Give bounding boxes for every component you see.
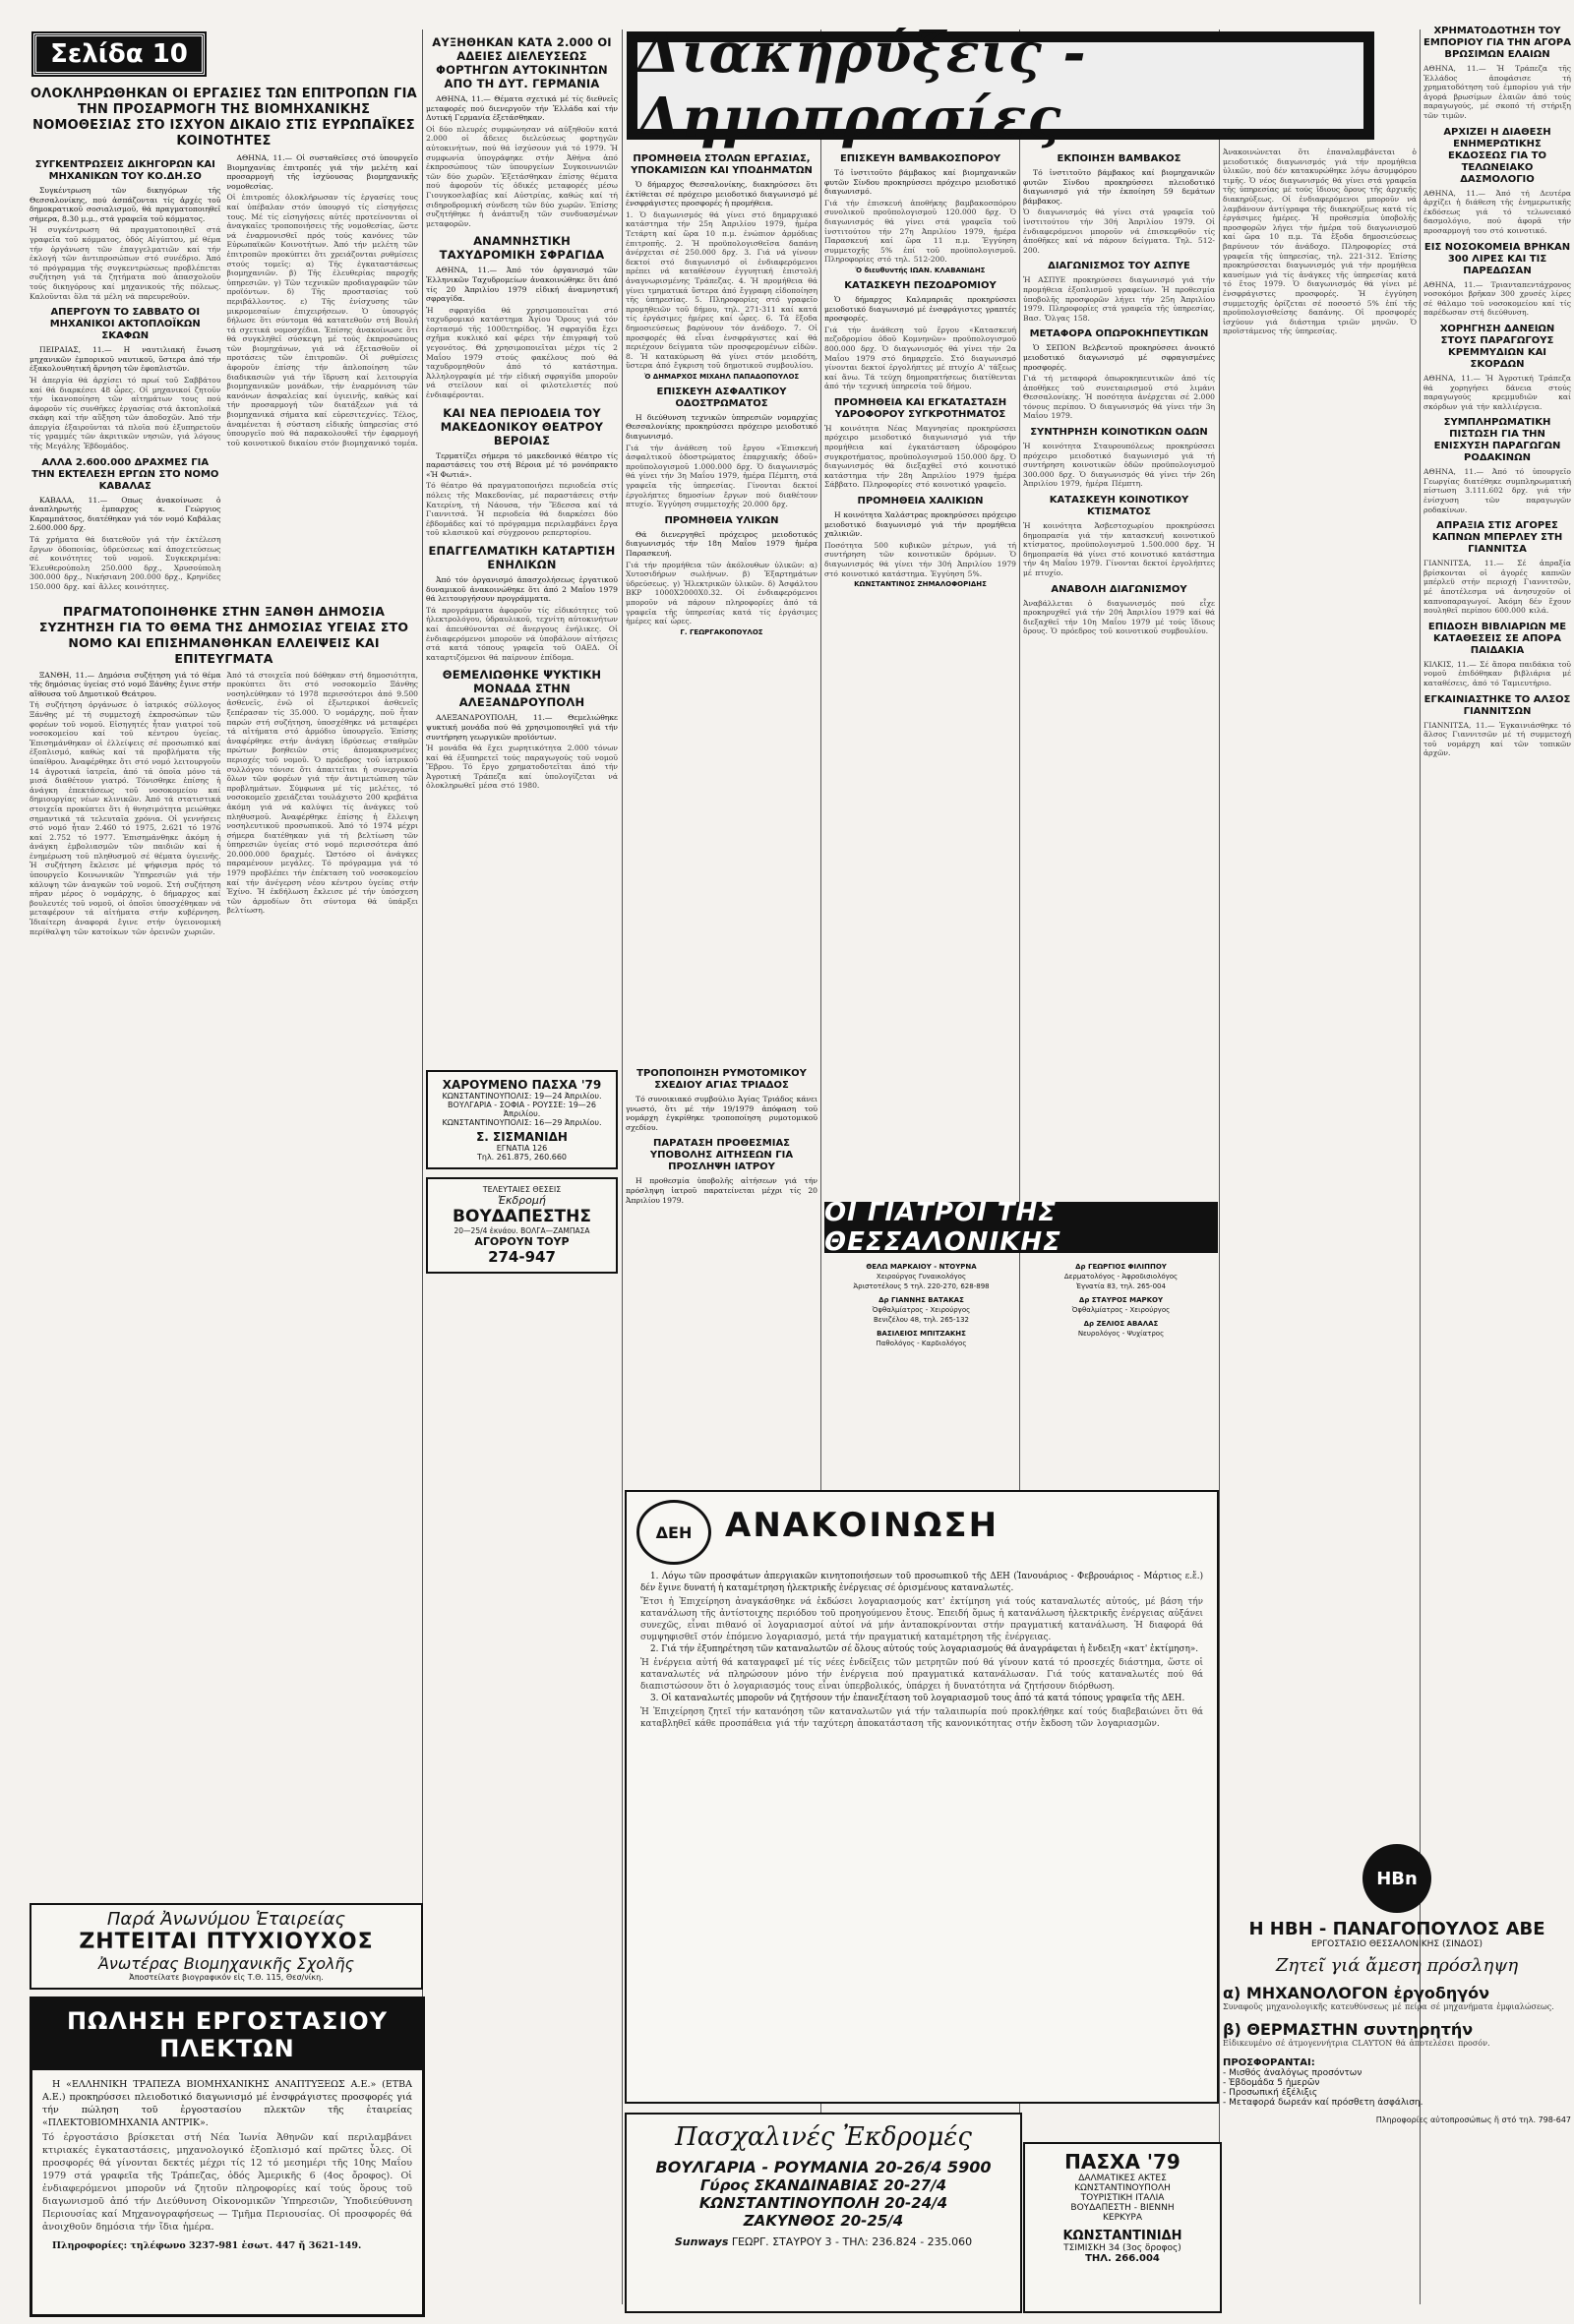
job-ad-graduate [30,1903,423,1990]
ad-footer [627,2235,1020,2248]
subcolumn-right [227,153,419,592]
column-2 [426,30,618,1052]
headline-booklets: ΕΠΙΔΟΣΗ ΒΙΒΛΙΑΡΙΩΝ ΜΕ ΚΑΤΑΘΕΣΕΙΣ ΣΕ ΑΠΟΡΑ ΠΑΙΔΑΚΙΑ [1427,621,1567,656]
ad-agency: Σ. ΣΙΣΜΑΝΙΔΗ [476,1130,568,1144]
article-text: ΑΘΗΝΑ, 11.— Ἡ Τράπεζα τῆς Ἑλλάδος ἀποφάσισε τή χρηματοδότηση τοῦ ἐμπορίου γιά τήν ἀγορά βρωσίμων ἐλαιῶν ἀπό τούς παραγωγούς, μέ σκοπό τή στήριξη τῶν τιμῶν. [1423,64,1571,120]
agency-phone: ΤΗΛ. 266.004 [1085,2253,1160,2264]
column-2-lower [426,1062,618,1485]
article-text: ΑΘΗΝΑ, 11.— Ἀπό τό ὑπουργεῖο Γεωργίας διατέθηκε συμπληρωματική πίστωση 3.111.602 δρχ. γιά τήν ἐνίσχυση τῶν παραγωγῶν ροδακίνων. [1423,467,1571,514]
article-text: ΑΘΗΝΑ, 11.— Οἱ συσταθεῖσες στό ὑπουργεῖο Βιομηχανίας ἐπιτροπές γιά τήν μελέτη καί προσαρμογή τῆς ἰσχύουσας βιομηχανικῆς νομοθεσίας. [226,153,418,191]
trip-destination: ΖΑΚΥΝΘΟΣ [743,2212,836,2230]
small-ads-area [626,1062,817,1485]
auctions-banner [627,21,1374,150]
subcolumn-left [30,671,221,937]
announcement-text: Ἡ ἐνέργεια αὐτή θά καταγραφεῖ μέ τίς νέες ἐνδείξεις τῶν μετρητῶν πού θά γίνουν κατά τό προσεχές διάστημα, ὥστε οἱ καταναλωτές νά πληρώσουν μόνο τήν ἐνέργεια πού πραγματικά κατανάλωσαν. Γιά τούς καταναλωτές πού θά διαπιστώσουν ὅτι ὁ λογαριασμός τους εἶναι ὑπερβολικός, ὑπάρχει ἡ δυνατότητα νά ζητήσουν διόρθωση. [640,1658,1203,1692]
article-text: Ἀναβάλλεται ὁ διαγωνισμός πού εἶχε προκηρυχθεῖ γιά τήν 20ή Ἀπριλίου 1979 καί θά διεξαχθεῖ τήν 10η Μαΐου 1979 μέ τούς ἴδιους ὅρους. Ὁ πρόεδρος τοῦ κοινοτικοῦ συμβουλίου. [1023,598,1215,636]
announcement-body [640,1571,1203,2092]
article-text: ΚΑΒΑΛΑ, 11.— Οπως ἀνακοίνωσε ὁ ἀναπληρωτής ἐμπαρχος κ. Γεώργιος Καραμπάτσος, διατέθηκαν γιά τόν νομό Καβάλας 2.600.000 δρχ. [30,495,221,533]
budapest-ad [426,1177,618,1274]
article-text: Τό θέατρο θά πραγματοποιήσει περιοδεία στίς πόλεις τῆς Μακεδονίας, μέ παραστάσεις στήν Κατερίνη, τή Νάουσα, τήν Ἔδεσσα καί τά Γιαννιτσά. Ἡ περιοδεία θά διαρκέσει δύο ἑβδομάδες καί τό πρόγραμμα περιλαμβάνει ἔργα τοῦ κλασικοῦ καί σύγχρονου ρεπερτορίου. [426,481,618,538]
ad-line: ΤΕΛΕΥΤΑΙΕΣ ΘΕΣΕΙΣ [482,1185,562,1194]
doctor-name: ΘΕΛΩ ΜΑΡΚΑΙΟΥ - ΝΤΟΥΡΝΑ [866,1263,977,1271]
trip-dates: 20-25/4 [840,2212,904,2230]
company-name: Η ΗΒΗ - ΠΑΝΑΓΟΠΟΥΛΟΣ ΑΒΕ [1248,1919,1545,1939]
headline-strike: ΑΠΕΡΓΟΥΝ ΤΟ ΣΑΒΒΑΤΟ ΟΙ ΜΗΧΑΝΙΚΟΙ ΑΚΤΟΠΛΟΪΚΩΝ ΣΚΑΦΩΝ [49,307,201,342]
ad-line: 20—25/4 ἐκνάου. ΒΟΛΓΑ—ΖΑΜΠΑΣΑ [454,1226,590,1235]
ad-contact: Πληροφορίες: τηλέφωνο 3237-981 ἐσωτ. 447 ἤ 3621-149. [52,2240,362,2251]
ad-line: ΔΑΛΜΑΤΙΚΕΣ ΑΚΤΕΣ [1078,2174,1167,2183]
headline-industrial-law: ΟΛΟΚΛΗΡΩΘΗΚΑΝ ΟΙ ΕΡΓΑΣΙΕΣ ΤΩΝ ΕΠΙΤΡΟΠΩΝ ΓΙΑ ΤΗΝ ΠΡΟΣΑΡΜΟΓΗ ΤΗΣ ΒΙΟΜΗΧΑΝΙΚΗΣ ΝΟΜΟΘΕΣΙΑΣ ΣΤΟ ΙΣΧΥΟΝ ΔΙΚΑΙΟ ΣΤΙΣ ΕΥΡΩΠΑΪΚΕΣ ΚΟΙΝΟΤΗΤΕΣ [30,87,417,149]
ad-phone: 274-947 [488,1248,556,1266]
article-text: Συγκέντρωση τῶν δικηγόρων τῆς Θεσσαλονίκης, πού ἀσπάζονται τίς ἀρχές τοῦ δημοκρατικοῦ σοσιαλισμοῦ, θά πραγματοποιηθεῖ σήμερα, 8.30 μ.μ., στά γραφεῖα τοῦ κόμματος. [30,186,221,223]
ad-headline: Ζητεῖ γιά ἄμεση πρόσληψη [1275,1955,1519,1976]
headline-kodiso: ΣΥΓΚΕΝΤΡΩΣΕΙΣ ΔΙΚΗΓΟΡΩΝ ΚΑΙ ΜΗΧΑΝΙΚΩΝ ΤΟΥ ΚΟ.ΔΗ.ΣΟ [34,159,215,182]
announcement-text: 3. Οἱ καταναλωτές μποροῦν νά ζητήσουν τήν ἐπανεξέταση τοῦ λογαριασμοῦ τους ἀπό τά κατά τόπους γραφεῖα τῆς ΔΕΗ. [650,1694,1185,1703]
article-text: Ἡ κοινότητα Ἀσβεστοχωρίου προκηρύσσει δημοπρασία γιά τήν κατασκευή κοινοτικοῦ κτίσματος, προϋπολογισμοῦ 1.500.000 δρχ. Ἡ δημοπρασία θά γίνει στό κοινοτικό κατάστημα τήν 4η Μαΐου 1979. Γίνονται δεκτοί ἐργολήπτες μέ πτυχίο. [1023,521,1215,577]
subcolumn-left [30,153,221,592]
hbn-job-ad [1223,1844,1571,2306]
article-text: Τή συζήτηση ὀργάνωσε ὁ ἰατρικός σύλλογος Ξάνθης μέ τή συμμετοχή ἐκπροσώπων τῶν φορέων τοῦ νομοῦ. Εἰσηγητές ἦταν γιατροί τοῦ νοσοκομείου καί τοῦ κέντρου ὑγείας. Ἐπισημάνθηκαν οἱ ἐλλείψεις σέ προσωπικό καί ἐξοπλισμό, καθώς καί τά προβλήματα τῆς ὑπαίθρου. Ἀναφέρθηκε ὅτι στό νομό λειτουργοῦν 14 ἀγροτικά ἰατρεῖα, ἀπό τά ὁποῖα μόνο τά μισά διαθέτουν γιατρό. Τόνισθηκε ἐπίσης ἡ ἀνάγκη ἐπεκτάσεως τοῦ νοσοκομείου καί δημιουργίας νέων κλινικῶν. Ἀπό τά στατιστικά στοιχεῖα προκύπτει ὅτι ἡ θνησιμότητα μειώθηκε σημαντικά τά τελευταῖα χρόνια. Οἱ γεννήσεις στό νομό ἦταν 2.460 τό 1975, 2.621 τό 1976 καί 2.752 τό 1977. Ἐπισημάνθηκε ἀκόμη ἡ ἀνάγκη ἐμβολιασμῶν τῶν παιδιῶν καί ἡ ἐνημέρωση τοῦ πληθυσμοῦ σέ θέματα ὑγιεινῆς. Ἡ συζήτηση ἔκλεισε μέ ψήφισμα πρός τό ὑπουργεῖο Κοινωνικῶν Ὑπηρεσιῶν γιά τήν κάλυψη τῶν ἀναγκῶν τοῦ νομοῦ. Στή συζήτηση πῆραν μέρος ὁ νομάρχης, ὁ δήμαρχος καί βουλευτές τοῦ νομοῦ, οἱ ὁποῖοι ὑποσχέθηκαν νά μεταφέρουν τά αἰτήματα στήν κυβέρνηση. Ἰδιαίτερη ἀναφορά ἔγινε στήν ὑγειονομική περίθαλψη τῶν κατοίκων τῶν ὀρεινῶν χωριῶν. [30,700,221,936]
article-text: ΑΘΗΝΑ, 11.— Ἀπό τή Δευτέρα ἀρχίζει ἡ διάθεση τῆς ἐνημερωτικῆς ἐκδόσεως γιά τό τελωνειακό δασμολόγιο, πού ἀφορᾶ τήν προσαρμογή του στό κοινοτικό. [1423,188,1571,235]
headline-roads: ΣΥΝΤΗΡΗΣΗ ΚΟΙΝΟΤΙΚΩΝ ΟΔΩΝ [1030,427,1208,439]
article-text: ΑΛΕΞΑΝΔΡΟΥΠΟΛΗ, 11.— Θεμελιώθηκε ψυκτική μονάδα πού θά χρησιμοποιηθεῖ γιά τήν συντήρηση γεωργικῶν προϊόντων. [426,713,618,742]
headline-transport: ΜΕΤΑΦΟΡΑ ΟΠΩΡΟΚΗΠΕΥΤΙΚΩΝ [1029,328,1209,340]
ad-text: Τό ἐργοστάσιο βρίσκεται στή Νέα Ἰωνία Ἀθηνῶν καί περιλαμβάνει κτιριακές ἐγκαταστάσεις, μηχανολογικό ἐξοπλισμό καί πρῶτες ὗλες. Οἱ προσφορές θά γίνονται δεκτές μέχρι τίς 12 τό μεσημέρι τῆς 10ης Μαΐου 1979 στά γραφεῖα τῆς Τράπεζας, ὁδός Ἀμερικῆς 6 (4ος ὄροφος). Οἱ ἐνδιαφερόμενοι μποροῦν νά ζητοῦν πληροφορίες καί τούς ὅρους τοῦ διαγωνισμοῦ ἀπό τήν Διεύθυνση Οἰκονομικῶν Ὑπηρεσιῶν, Ὑποδιεύθυνση Περιουσίας καί Μηχανογραφήσεως — Τμῆμα Περιουσίας. Οἱ προσφορές θά ἀνοιχθοῦν δημόσια τήν ἴδια ἡμέρα. [42,2132,412,2233]
headline-training: ΕΠΑΓΓΕΛΜΑΤΙΚΗ ΚΑΤΑΡΤΙΣΗ ΕΝΗΛΙΚΩΝ [428,543,616,571]
article-text: ΑΘΗΝΑ, 11.— Ἀπό τόν ὀργανισμό τῶν Ἑλληνικῶν Ταχυδρομείων ἀνακοινώθηκε ὅτι ἀπό τίς 20 Ἀπριλίου 1979 εἰδική ἀναμνηστική σφραγίδα. [426,266,618,304]
doctor-specialty: Χειρούργος Γυναικολόγος [876,1273,967,1281]
article-text: ΑΘΗΝΑ, 11.— Τριανταπεντάχρονος νοσοκόμοι βρῆκαν 300 χρυσές λίρες σέ θάλαμο τοῦ νοσοκομείου καί τίς παρέδωσαν στή διεύθυνση. [1423,279,1571,318]
agency-name: ΚΩΝΣΤΑΝΤΙΝΙΔΗ [1062,2229,1182,2243]
ad-line: Ἐκδρομή [498,1194,546,1207]
ad-line: ΒΟΥΔΑΠΕΣΤΗ - ΒΙΕΝΝΗ [1070,2203,1175,2213]
offers-label: ΠΡΟΣΦΟΡΑΝΤΑΙ: [1223,2057,1315,2069]
ad-line: ΚΩΝΣΤΑΝΤΙΝΟΥΠΟΛΙΣ: 16—29 Ἀπριλίου. [442,1118,602,1127]
headline-postponement: ΑΝΑΒΟΛΗ ΔΙΑΓΩΝΙΣΜΟΥ [1051,583,1187,595]
article-text: Ἀνακοινώνεται ὅτι ἐπαναλαμβάνεται ὁ μειοδοτικός διαγωνισμός γιά τήν προμήθεια ὑλικῶν, πού δέν κατακυρώθηκε λόγω ἀσυμφόρου τιμῆς. Ὁ νέος διαγωνισμός θά γίνει στά γραφεῖα τῆς ὑπηρεσίας μέ τούς ἴδιους ὅρους τῆς ἀρχικῆς διακηρύξεως. Οἱ ἐνδιαφερόμενοι μποροῦν νά λαμβάνουν ἀντίγραφα τῆς διακηρύξεως κατά τίς ἐργάσιμες ἡμέρες. Ἡ προθεσμία ὑποβολῆς προσφορῶν λήγει τήν ἡμέρα τοῦ διαγωνισμοῦ καί ὥρα 10 π.μ. Τά ἔξοδα δημοσιεύσεως βαρύνουν τόν ἀνάδοχο. Πληροφορίες στά γραφεῖα τῆς ὑπηρεσίας, τηλ. 221-312. Ἐπίσης προκηρύσσεται διαγωνισμός γιά τήν προμήθεια καυσίμων γιά τίς ἀνάγκες τῆς ὑπηρεσίας κατά τό ἔτος 1979. Ὁ διαγωνισμός θά γίνει μέ ἐνσφράγιστες προσφορές. Ἡ ἐγγύηση συμμετοχῆς ὁρίζεται σέ ποσοστό 5% ἐπί τῆς προϋπολογισθείσης δαπάνης. Οἱ προσφορές ἰσχύουν γιά διάστημα τριῶν μηνῶν. Ὁ προϊστάμενος τῆς ὑπηρεσίας. [1223,148,1417,336]
factory-sale-ad [30,1996,425,2317]
ad-title: ΧΑΡΟΥΜΕΝΟ ΠΑΣΧΑ '79 [442,1078,602,1092]
trip-row [627,2212,1020,2230]
article-text: Ἀπό τόν ὀργανισμό ἀπασχολήσεως ἐργατικοῦ δυναμικοῦ ἀνακοινώθηκε ὅτι ἀπό 2 Μαΐου 1979 θά λειτουργήσουν προγράμματα. [426,574,618,604]
signature: ΚΩΝΣΤΑΝΤΙΝΟΣ ΖΗΜΑΛΟΦΟΡΙΔΗΣ [854,580,987,589]
position-b: β) ΘΕΡΜΑΣΤΗΝ συντηρητήν [1223,2019,1474,2039]
ad-title: Πασχαλινές Ἐκδρομές [675,2122,972,2152]
column-4 [824,148,1016,1195]
article-text: Ἡ ἀπεργία θά ἀρχίσει τό πρωί τοῦ Σαββάτου καί θά διαρκέσει 48 ὧρες. Οἱ μηχανικοί ζητοῦν τήν ἱκανοποίηση τῶν αἰτημάτων τους πού ἀφοροῦν τίς συνθῆκες ἐργασίας στά ἀκτοπλοϊκά σκάφη καί τήν αὔξηση τῶν ἀποδοχῶν. Ἀπό τήν ἀπεργία ἐξαιροῦνται τά πλοῖα πού ἐξυπηρετοῦν τίς γραμμές τῶν ἀκριτικῶν νησιῶν, γιά λόγους τῆς Μεγάλης Ἑβδομάδος. [30,375,221,451]
article-text: Ἡ κοινότητα Σταυρουπόλεως προκηρύσσει πρόχειρο μειοδοτικό διαγωνισμό γιά τή συντήρηση κοινοτικῶν ὁδῶν προϋπολογισμοῦ 300.000 δρχ. Ὁ διαγωνισμός θά γίνει τήν 26η Ἀπριλίου 1979, ἡμέρα Πέμπτη. [1023,442,1215,489]
ad-title: ΖΗΤΕΙΤΑΙ ΠΤΥΧΙΟΥΧΟΣ [79,1930,374,1954]
doctor-specialty: Νευρολόγος - Ψυχίατρος [1077,1330,1165,1338]
ad-agency: ΑΓΟΡΟΥΝ ΤΟΥΡ [474,1235,570,1248]
two-col-block [30,671,418,937]
ad-text: Εἰδικευμένο σέ ἀτμογεννήτρια CLAYTON θά ἀποτελέσει προσόν. [1223,2038,1490,2048]
easter-trips-ad [625,2113,1022,2313]
doctors-col [824,1261,1018,1482]
ad-contact: Ἀποστείλατε βιογραφικόν εἰς Τ.Θ. 115, Θεσ/νίκη. [129,1973,324,1982]
headline-amendment: ΤΡΟΠΟΠΟΙΗΣΗ ΡΥΜΟΤΟΜΙΚΟΥ ΣΧΕΔΙΟΥ ΑΓΙΑΣ ΤΡΙΑΔΟΣ [636,1068,807,1091]
article-text: Τό ἰνστιτοῦτο βάμβακος καί βιομηχανικῶν φυτῶν Σίνδου προκηρύσσει πλειοδοτικό διαγωνισμό γιά τήν ἐκποίηση 59 δεμάτων βάμβακος. [1023,168,1215,206]
agency-name: Sunways [674,2235,729,2248]
trip-row [627,2194,1020,2212]
deh-logo-icon: ΔΕΗ [636,1500,711,1565]
article-text: Γιά τήν προμήθεια τῶν ἀκόλουθων ὑλικῶν: α) Χυτοσιδήρων σωλήνων. β) Ἐξαρτημάτων ὑδρεύσεως. γ) Ἠλεκτρικῶν ὑλικῶν. δ) Ἀσφάλτου ΒΚΡ 1000Χ2000Χ0.32. Οἱ ἐνδιαφερόμενοι μποροῦν νά πάρουν πληροφορίες ἀπό τά γραφεῖα τῆς ὑπηρεσίας κατά τίς ἐργάσιμες ἡμέρες καί ὧρες. [626,560,817,626]
headline-theatre: ΚΑΙ ΝΕΑ ΠΕΡΙΟΔΕΙΑ ΤΟΥ ΜΑΚΕΔΟΝΙΚΟΥ ΘΕΑΤΡΟΥ ΒΕΡΟΙΑΣ [440,405,604,447]
headline-tobacco: ΑΠΡΑΞΙΑ ΣΤΙΣ ΑΓΟΡΕΣ ΚΑΠΝΩΝ ΜΠΕΡΛΕΥ ΣΤΗ ΓΙΑΝΝΙΤΣΑ [1431,520,1563,556]
doctor-name: Δρ ΣΤΑΥΡΟΣ ΜΑΡΚΟΥ [1078,1296,1164,1304]
trip-row [627,2158,1020,2176]
headline-sidewalk: ΚΑΤΑΣΚΕΥΗ ΠΕΖΟΔΡΟΜΙΟΥ [844,279,997,291]
article-text: Η διεύθυνση τεχνικῶν ὑπηρεσιῶν νομαρχίας Θεσσαλονίκης προκηρύσσει πρόχειρο μειοδοτικό διαγωνισμό. [626,412,817,442]
article-text: Ἀπό τά στοιχεῖα πού δόθηκαν στή δημοσιότητα, προκύπτει ὅτι στό νοσοκομεῖο Ξάνθης νοσηλεύθηκαν τό 1978 περισσότεροι ἀπό 9.500 ἀσθενεῖς, ἐνῶ οἱ ἐξωτερικοί ἀσθενεῖς ξεπέρασαν τίς 35.000. Ὁ νομάρχης, ποῦ ἦταν παρών στή συζήτηση, ὑποσχέθηκε νά μεταφέρει τά αἰτήματα στό ἁρμόδιο ὑπουργεῖο. Ἐπίσης ἀναφέρθηκε στήν ἀνάγκη ἱδρύσεως σταθμῶν πρώτων βοηθειῶν στίς ἀπομακρυσμένες περιοχές τοῦ νομοῦ. Ὁ πρόεδρος τοῦ ἰατρικοῦ συλλόγου τόνισε ὅτι ἀπαιτεῖται ἡ συνεργασία ὅλων τῶν φορέων γιά τήν ἀντιμετώπιση τῶν προβλημάτων. Σύμφωνα μέ τίς μελέτες, τό νοσοκομεῖο χρειάζεται τουλάχιστο 200 κρεβάτια ἀκόμη γιά νά καλύψει τίς ἀνάγκες τοῦ πληθυσμοῦ. Ἀναφέρθηκε ἐπίσης ἡ ἔλλειψη νοσηλευτικοῦ προσωπικοῦ. Ἀπό τό 1974 μέχρι σήμερα διατέθηκαν γιά τή βελτίωση τῶν ὑπηρεσιῶν ὑγείας στό νομό περισσότερα ἀπό 20.000.000 δραχμές. Ὡστόσο οἱ ἀνάγκες παραμένουν μεγάλες. Τό πρόγραμμα γιά τό 1979 προβλέπει τήν ἐπέκταση τοῦ νοσοκομείου καί τήν ἀνέγερση νέου κέντρου ὑγείας στήν Ἐχίνο. Ἡ ἐκδήλωση ἔκλεισε μέ τήν ὑπόσχεση τῶν ἁρμοδίων ὅτι σύντομα θά ὑπάρξει βελτίωση. [226,670,418,916]
column-7 [1423,20,1571,1839]
article-text: Οἱ δύο πλευρές συμφώνησαν νά αὐξηθοῦν κατά 2.000 οἱ ἄδειες διελεύσεως φορτηγῶν αὐτοκινήτων, πού θά ἰσχύσουν γιά τό 1979. Ἡ συμφωνία ὑπογράφηκε στήν Ἀθήνα ἀπό ἐκπροσώπους τῶν ὑπουργείων Συγκοινωνιῶν τῶν δύο χωρῶν. Ἐξετάσθηκαν ἐπίσης θέματα πού ἀφοροῦν τίς ὁδικές μεταφορές μέσω Γιουγκοσλαβίας καί Αὐστρίας, καθώς καί τή σιδηροδρομική σύνδεση τῶν δύο χωρῶν. Ἐπίσης συζητήθηκε ἡ ἀνάπτυξη τῶν συνδυασμένων μεταφορῶν. [426,124,618,228]
trip-price: 5900 [946,2158,992,2176]
subcolumn-right [227,671,419,937]
article-text: Γιά τήν ἀνάθεση τοῦ ἔργου «Ἐπισκευή ἀσφαλτικοῦ ὁδοστρώματος ἐπαρχιακῆς ὁδοῦ» προϋπολογισμοῦ 1.000.000 δρχ. Ὁ διαγωνισμός θά γίνει τήν 3η Μαΐου 1979, ἡμέρα Πέμπτη, στά γραφεῖα τῆς ὑπηρεσίας. Γίνονται δεκτοί ἐργολήπτες δημοσίων ἔργων πού διαθέτουν πτυχίο. Ἐγγύηση συμμετοχῆς 20.000 δρχ. [626,443,817,509]
ad-line: ΚΩΝΣΤΑΝΤΙΝΟΥΠΟΛΗ [1074,2183,1171,2193]
doctor-name: Δρ ΖΕΛΙΟΣ ΑΒΑΛΑΣ [1083,1320,1159,1328]
announcement-text: 1. Λόγω τῶν προσφάτων ἀπεργιακῶν κινητοποιήσεων τοῦ προσωπικοῦ τῆς ΔΕΗ (Ἰανουάριος - Φεβρουάριος - Μάρτιος ε.ἔ.) δέν ἔγινε δυνατή ἡ καταμέτρηση ἠλεκτρικῆς ἐνέργειας σέ ὁρισμένους καταναλωτές. [640,1572,1203,1593]
column-6 [1223,148,1417,1839]
doctor-name: Δρ ΓΕΩΡΓΙΟΣ ΦΙΛΙΠΠΟΥ [1075,1263,1167,1271]
announcement-text: Ἔτσι ἡ Ἐπιχείρηση ἀναγκάσθηκε νά ἐκδώσει λογαριασμούς κατ' ἐκτίμηση γιά τούς καταναλωτές αὐτούς, μέ βάση τήν κατανάλωση τῆς ἀντίστοιχης περιόδου τοῦ προηγούμενου ἔτους. Ἐπειδή ὅμως ἡ κατανάλωση ἠλεκτρικῆς ἐνέργειας αὐξάνει συνεχῶς, εἶναι πιθανό οἱ λογαριασμοί αὐτοί νά μήν ἀνταποκρίνονται στήν πραγματική κατανάλωση. Ἡ διαφορά θά συμψηφισθεῖ στόν ἑπόμενο λογαριασμό, μετά τήν πραγματική καταμέτρηση τῆς ἐνέργειας. [640,1597,1203,1642]
announcement-title: ΑΝΑΚΟΙΝΩΣΗ [725,1506,999,1545]
doctors-col [1024,1261,1218,1482]
headline-olive-oil: ΧΡΗΜΑΤΟΔΟΤΗΣΗ ΤΟΥ ΕΜΠΟΡΙΟΥ ΓΙΑ ΤΗΝ ΑΓΟΡΑ ΒΡΩΣΙΜΩΝ ΕΛΑΙΩΝ [1423,26,1571,60]
article-text: Ὁ ΣΕΠΟΝ Βελβεντοῦ προκηρύσσει ἀνοικτό μειοδοτικό διαγωνισμό μέ σφραγισμένες προσφορές. [1023,343,1215,372]
article-text: ΠΕΙΡΑΙΑΣ, 11.— Η ναυτιλιακή ἕνωση μηχανικῶν ἐμπορικοῦ ναυτικοῦ, ὕστερα ἀπό τήν ἐξακολουθητική ἄρνηση τῶν ἐφοπλιστῶν. [30,345,221,374]
article-text: ΓΙΑΝΝΙΤΣΑ, 11.— Σέ ἀπραξία βρίσκονται οἱ ἀγορές καπνῶν μπέρλεϋ στήν περιοχή Γιαννιτσῶν, μέ ἀποτέλεσμα νά ἀνησυχοῦν οἱ καπνοπαραγωγοί. Ἀκόμη δέν ἔχουν πουληθεῖ περίπου 600.000 κιλά. [1423,559,1571,616]
article-text: Οἱ ἐπιτροπές ὁλοκλήρωσαν τίς ἐργασίες τους καί ὑπέβαλαν στόν ὑπουργό τίς εἰσηγήσεις τους. Μέ τίς εἰσηγήσεις αὐτές προτείνονται οἱ ἀναγκαῖες τροποποιήσεις τῆς νομοθεσίας, ὥστε νά ἐναρμονισθεῖ πρός τούς κανόνες τῶν Εὐρωπαϊκῶν Κοινοτήτων. Ἀπό τήν μελέτη τῶν ἐπιτροπῶν προκύπτει ὅτι χρειάζονται ρυθμίσεις στούς τομεῖς: α) Τῆς ἐγκαταστάσεως βιομηχανιῶν. β) Τῆς ἐλευθερίας παροχῆς ὑπηρεσιῶν. γ) Τῶν τεχνικῶν προδιαγραφῶν τῶν προϊόντων. δ) Τῆς προστασίας τοῦ περιβάλλοντος. ε) Τῆς ἐνίσχυσης τῶν μικρομεσαίων ἐπιχειρήσεων. Ὁ ὑπουργός δήλωσε ὅτι σύντομα θά κατατεθοῦν στή Βουλή τά σχετικά νομοσχέδια. Ἐπίσης ἀνακοίνωσε ὅτι θά συγκληθεῖ σύσκεψη μέ τούς ἐκπροσώπους τῶν βιομηχάνων, γιά νά ἐξετασθοῦν οἱ προτάσεις τῶν ἐπιτροπῶν. Οἱ ρυθμίσεις ἀφοροῦν ἐπίσης τήν ἀπλοποίηση τῶν διαδικασιῶν γιά τήν ἵδρυση καί λειτουργία βιομηχανικῶν μονάδων, τήν ἐναρμόνιση τῶν κανόνων ἀσφαλείας καί ὑγιεινῆς, καθώς καί τήν προσαρμογή τῶν διατάξεων γιά τά βιομηχανικά σήματα καί εὑρεσιτεχνίες. Τέλος, ἀναμένεται ἡ σύσταση εἰδικῆς ὑπηρεσίας στό ὑπουργεῖο πού θά παρακολουθεῖ τήν ἐφαρμογή τοῦ κοινοτικοῦ δικαίου στόν βιομηχανικό τομέα. [226,193,418,447]
article-text: Θά διενεργηθεῖ πρόχειρος μειοδοτικός διαγωνισμός τήν 18η Μαΐου 1979 ἡμέρα Παρασκευή. [626,529,817,558]
article-text: Ὁ διαγωνισμός θά γίνει στά γραφεῖα τοῦ ἰνστιτούτου τήν 30ή Ἀπριλίου 1979. Οἱ ἐνδιαφερόμενοι μποροῦν νά ἐπισκεφθοῦν τίς ἀποθῆκες καί νά πάρουν δείγματα. Τηλ. 512-200. [1023,208,1215,255]
deh-announcement [625,1490,1219,2104]
article-text: 1. Ὁ διαγωνισμός θά γίνει στό δημαρχιακό κατάστημα τήν 25η Ἀπριλίου 1979, ἡμέρα Τετάρτη καί ὥρα 10 π.μ. ἐνώπιον ἁρμόδιας ἐπιτροπῆς. 2. Ἡ προϋπολογισθεῖσα δαπάνη ἀνέρχεται σέ 250.000 δρχ. 3. Γιά νά γίνουν δεκτοί στό διαγωνισμό οἱ ἐνδιαφερόμενοι πρέπει νά καταθέσουν ἐγγυητική ἐπιστολή ἀναγνωρισμένης Τράπεζας. 4. Ἡ προμήθεια θά γίνει τμηματικά ὕστερα ἀπό ἔγγραφη εἰδοποίηση τῆς ὑπηρεσίας. 5. Πληροφορίες στό γραφεῖο προμηθειῶν τοῦ δήμου, τηλ. 271-311 καί κατά τίς ἐργάσιμες ἡμέρες καί ὧρες. 6. Τά ἔξοδα δημοσιεύσεως βαρύνουν τόν ἀνάδοχο. 7. Οἱ προσφορές θά εἶναι ἐνσφράγιστες καί θά περιέχουν δείγματα τῶν προσφερομένων εἰδῶν. 8. Ἡ κατακύρωση θά γίνει στόν μειοδότη, ὕστερα ἀπό ἔγκριση τοῦ δημοτικοῦ συμβουλίου. [626,209,817,371]
article-text: Ἡ κοινότητα Νέας Μαγνησίας προκηρύσσει πρόχειρο μειοδοτικό διαγωνισμό γιά τήν προμήθεια καί ἐγκατάσταση ὑδροφόρου συγκροτήματος, προϋπολογισμοῦ 150.000 δρχ. Ὁ διαγωνισμός θά διεξαχθεῖ στό κοινοτικό κατάστημα τήν 28η Ἀπριλίου 1979 ἡμέρα Σάββατο. Πληροφορίες στό κοινοτικό γραφεῖο. [824,423,1016,490]
article-text: Τό συνοικιακό συμβούλιο Ἁγίας Τριάδος κάνει γνωστό, ὅτι μέ τήν 19/1979 ἀπόφαση τοῦ νομάρχη ἐγκρίθηκε τροποποίηση ρυμοτομικοῦ σχεδίου. [626,1095,817,1132]
ad-text: Η «ΕΛΛΗΝΙΚΗ ΤΡΑΠΕΖΑ ΒΙΟΜΗΧΑΝΙΚΗΣ ΑΝΑΠΤΥΞΕΩΣ Α.Ε.» (ΕΤΒΑ Α.Ε.) προκηρύσσει πλειοδοτικό διαγωνισμό μέ ἐνσφράγιστες προσφορές γιά τήν πώληση τοῦ ἐργοστασίου πλεκτῶν τῆς ἑταιρείας «ΠΛΕΚΤΟΒΙΟΜΗΧΑΝΙΑ ΑΝΤΡΙΚ». [42,2079,412,2128]
trip-destination: ΚΩΝΣΤΑΝΤΙΝΟΥΠΟΛΗ [698,2194,879,2212]
ad-line: Ἀνωτέρας Βιομηχανικῆς Σχολῆς [97,1954,355,1973]
article-text: Η κοινότητα Χαλάστρας προκηρύσσει πρόχειρο μειοδοτικό διαγωνισμό γιά τήν προμήθεια χαλικιῶν. [824,510,1016,539]
article-text: Η προθεσμία ὑποβολῆς αἰτήσεων γιά τήν πρόσληψη ἰατροῦ παρατείνεται μέχρι τίς 20 Ἀπριλίου 1979. [626,1176,817,1205]
headline-asphalt: ΕΠΙΣΚΕΥΗ ΑΣΦΑΛΤΙΚΟΥ ΟΔΟΣΤΡΩΜΑΤΟΣ [656,386,787,409]
headline-postal-stamp: ΑΝΑΜΝΗΣΤΙΚΗ ΤΑΧΥΔΡΟΜΙΚΗ ΣΦΡΑΓΙΔΑ [439,234,605,263]
headline-extension: ΠΑΡΑΤΑΣΗ ΠΡΟΘΕΣΜΙΑΣ ΥΠΟΒΟΛΗΣ ΑΙΤΗΣΕΩΝ ΓΙΑ ΠΡΟΣΛΗΨΗ ΙΑΤΡΟΥ [649,1138,794,1173]
doctor-specialty: Παθολόγος - Καρδιολόγος [876,1340,967,1347]
column-divider [1219,30,1220,2304]
article-text: Ἡ ΑΣΠΥΕ προκηρύσσει διαγωνισμό γιά τήν προμήθεια ἐξοπλισμοῦ γραφείων. Ἡ προθεσμία ὑποβολῆς προσφορῶν λήγει τήν 25η Ἀπριλίου 1979. Πληροφορίες στά γραφεῖα τῆς ὑπηρεσίας, Βασ. Ὄλγας 158. [1023,275,1215,323]
ad-line: ΤΟΥΡΙΣΤΙΚΗ ΙΤΑΛΙΑ [1080,2193,1165,2203]
trip-dates: 20-26/4 [875,2158,942,2176]
headline-kavala: ΑΛΛΑ 2.600.000 ΔΡΑΧΜΕΣ ΓΙΑ ΤΗΝ ΕΚΤΕΛΕΣΗ ΕΡΓΩΝ ΣΤΟ ΝΟΜΟ ΚΑΒΑΛΑΣ [31,456,219,492]
trip-dates: 20-27/4 [883,2176,947,2194]
article-text: ΚΙΛΚΙΣ, 11.— Σέ ἄπορα παιδάκια τοῦ νομοῦ ἐπιδόθηκαν βιβλιάρια μέ καταθέσεις, ἀπό τό Ταμιευτήριο. [1423,659,1571,687]
article-text: ΓΙΑΝΝΙΤΣΑ, 11.— Ἐγκαινιάσθηκε τό ἄλσος Γιαννιτσῶν μέ τή συμμετοχή τοῦ νομάρχη καί τῶν τοπικῶν ἀρχῶν. [1423,720,1571,758]
position-a: α) ΜΗΧΑΝΟΛΟΓΟΝ ἐργοδηγόν [1223,1984,1490,2002]
headline-aspye: ΔΙΑΓΩΝΙΣΜΟΣ ΤΟΥ ΑΣΠΥΕ [1048,261,1190,272]
announcement-text: 2. Γιά τήν ἐξυπηρέτηση τῶν καταναλωτῶν σέ ὅλους αὐτούς τούς λογαριασμούς θά ἀναγράφεται ἡ ἔνδειξη «κατ' ἐκτίμηση». [650,1644,1199,1654]
column-divider [622,30,623,2304]
article-text: Ἡ συγκέντρωση θά πραγματοποιηθεῖ στά γραφεῖα τοῦ κόμματος, ὁδός Αἰγύπτου, μέ θέμα τήν ὀργάνωση τῶν ἐπαγγελματιῶν καί τήν ἐκλογή τῶν ἀντιπροσώπων στό συνέδριο. Ἀπό τό πρόγραμμα τῆς συγκεντρώσεως προβλέπεται συζήτηση γιά τά ζητήματα πού ἀπασχολοῦν τούς δικηγόρους καί μηχανικούς τῆς πόλεως. Καλοῦνται ὅλα τά μέλη νά παρευρεθοῦν. [30,225,221,301]
doctors-banner: ΟΙ ΓΙΑΤΡΟΙ ΤΗΣ ΘΕΣΣΑΛΟΝΙΚΗΣ [824,1202,1218,1253]
ad-body [32,2070,422,2262]
doctor-name: ΒΑΣΙΛΕΙΟΣ ΜΠΙΤΖΑΚΗΣ [877,1330,966,1338]
signature: Ὁ ΔΗΜΑΡΧΟΣ ΜΙΧΑΗΛ ΠΑΠΑΔΟΠΟΥΛΟΣ [643,372,800,381]
article-text: Τά προγράμματα ἀφοροῦν τίς εἰδικότητες τοῦ ἠλεκτρολόγου, ὑδραυλικοῦ, τεχνίτη αὐτοκινήτων καί ἀπευθύνονται σέ ἄνεργους ἐνήλικες. Οἱ ἐνδιαφερόμενοι μποροῦν νά ὑποβάλουν αἰτήσεις στά κατά τόπους γραφεῖα τοῦ ΟΑΕΔ. Οἱ καταρτιζόμενοι θά παίρνουν ἐπίδομα. [426,605,618,662]
article-text: Τά χρήματα θά διατεθοῦν γιά τήν ἐκτέλεση ἔργων ὁδοποιίας, ὑδρεύσεως καί ἀποχετεύσεως σέ κοινότητες τοῦ νομοῦ. Συγκεκριμένα: Ἐλευθερούπολη 250.000 δρχ., Χρυσούπολη 300.000 δρχ., Νικήσιανη 200.000 δρχ., Κρηνίδες 150.000 δρχ. καί ἄλλες κοινότητες. [30,535,221,591]
headline-truck-permits: ΑΥΞΗΘΗΚΑΝ ΚΑΤΑ 2.000 ΟΙ ΑΔΕΙΕΣ ΔΙΕΛΕΥΣΕΩΣ ΦΟΡΤΗΓΩΝ ΑΥΤΟΚΙΝΗΤΩΝ ΑΠΟ ΤΗ ΔΥΤ. ΓΕΡΜΑΝΙΑ [432,35,612,90]
article-text: ΑΘΗΝΑ, 11.— Θέματα σχετικά μέ τίς διεθνεῖς μεταφορές πού διενεργοῦν τήν Ἑλλάδα καί τήν Δυτική Γερμανία ἐξετάσθηκαν. [426,94,618,123]
ad-title: ΠΩΛΗΣΗ ΕΡΓΟΣΤΑΣΙΟΥ ΠΛΕΚΤΩΝ [32,1999,422,2070]
headline-uniforms: ΠΡΟΜΗΘΕΙΑ ΣΤΟΛΩΝ ΕΡΓΑΣΙΑΣ, ΥΠΟΚΑΜΙΣΩΝ ΚΑΙ ΥΠΟΔΗΜΑΤΩΝ [631,153,813,176]
ad-line: ΒΟΥΛΓΑΡΙΑ - ΣΟΦΙΑ - ΡΟΥΣΣΕ: 19—26 Ἀπριλίου. [448,1101,596,1118]
trip-dates: 20-24/4 [884,2194,948,2212]
article-text: Ὁ δήμαρχος Καλαμαριᾶς προκηρύσσει μειοδοτικό διαγωνισμό μέ ἐνσφράγιστες γραπτές προσφορές. [824,294,1016,324]
headline-gravel: ΠΡΟΜΗΘΕΙΑ ΧΑΛΙΚΙΩΝ [857,496,984,507]
article-text: Γιά τήν ἐπισκευή ἀποθήκης βαμβακοσπόρου συνολικοῦ προϋπολογισμοῦ 120.000 δρχ. Ὁ διαγωνισμός θά γίνει στά γραφεῖα τοῦ ἰνστιτούτου τήν 27η Ἀπριλίου 1979, ἡμέρα Παρασκευή καί ὥρα 11 π.μ. Ἐγγύηση συμμετοχῆς 5% ἐπί τοῦ προϋπολογισμοῦ. Πληροφορίες στό τηλ. 512-200. [824,198,1016,265]
ad-line: ΚΕΡΚΥΡΑ [1103,2213,1142,2223]
hbn-logo-icon: HBn [1362,1844,1431,1913]
doctor-specialty: Ὀφθαλμίατρος - Χειρούργος [872,1306,971,1314]
article-text: Ἡ μονάδα θά ἔχει χωρητικότητα 2.000 τόνων καί θά ἐξυπηρετεῖ τούς παραγωγούς τοῦ νομοῦ Ἕβρου. Τό ἔργο χρηματοδοτεῖται ἀπό τήν Ἀγροτική Τράπεζα καί ὑπολογίζεται νά ὁλοκληρωθεῖ μέσα στό 1980. [426,744,618,791]
offer-item: - Μεταφορά δωρεάν καί πρόσθετη ἀσφάλιση. [1223,2098,1423,2109]
announcement-text: Ἡ Ἐπιχείρηση ζητεῖ τήν κατανόηση τῶν καταναλωτῶν γιά τήν ταλαιπωρία πού προκλήθηκε καί τούς διαβεβαιώνει ὅτι θά καταβληθεῖ κάθε προσπάθεια γιά τήν ταχύτερη ἀποκατάσταση τῆς κανονικότητας στήν ἔκδοση τῶν λογαριασμῶν. [640,1707,1203,1729]
trip-destination: Γύρος ΣΚΑΝΔΙΝΑΒΙΑΣ [699,2176,878,2194]
article-text: Γιά τή μεταφορά ὀπωροκηπευτικῶν ἀπό τίς ἀποθῆκες τοῦ συνεταιρισμοῦ στό λιμάνι Θεσσαλονίκης. Ἡ ποσότητα ἀνέρχεται σέ 2.000 τόνους περίπου. Ὁ διαγωνισμός θά γίνει τήν 3η Μαΐου 1979. [1023,374,1215,421]
headline-cotton-seed: ΕΠΙΣΚΕΥΗ ΒΑΜΒΑΚΟΣΠΟΡΟΥ [839,153,1001,164]
easter-ad [426,1070,618,1169]
article-text: Ἡ σφραγίδα θά χρησιμοποιεῖται στό ταχυδρομικό κατάστημα Ἁγίου Ὄρους γιά τόν ἑορτασμό τῆς 1000ετηρίδος. Ἡ σφραγίδα ἔχει σχῆμα κυκλικό καί φέρει τήν ἐπιγραφή τοῦ γεγονότος. Θά χρησιμοποιεῖται μέχρι τίς 2 Μαΐου 1979 στούς φακέλους πού θά ταχυδρομηθοῦν ἀπό τό κατάστημα. Ἀλληλογραφία μέ τήν εἰδική σφραγίδα μποροῦν νά στείλουν καί οἱ φιλοτελιστές πού ἐνδιαφέρονται. [426,305,618,400]
column-1 [30,81,418,1895]
doctor-name: Δρ ΓΙΑΝΝΗΣ ΒΑΤΑΚΑΣ [878,1296,964,1304]
article-text: Ὁ δήμαρχος Θεσσαλονίκης, διακηρύσσει ὅτι ἐκτίθεται σέ πρόχειρο μειοδοτικό διαγωνισμό μέ ἐνσφράγιστες προσφορές ἡ προμήθεια. [626,180,817,209]
ad-address: ΕΓΝΑΤΙΑ 126 [496,1144,548,1153]
headline-supplies: ΠΡΟΜΗΘΕΙΑ ΥΛΙΚΩΝ [664,514,779,526]
banner-title: Διακηρύξεις - Δημοπρασίες [637,21,1087,150]
signature: Ὁ διευθυντής ΙΩΑΝ. ΚΛΑΒΑΝΙΔΗΣ [855,266,986,274]
ad-line: Παρά Ἀνωνύμου Ἑταιρείας [106,1909,346,1930]
column-3 [626,148,817,1052]
agency-address: ΓΕΩΡΓ. ΣΤΑΥΡΟΥ 3 - ΤΗΛ: 236.824 - 235.060 [731,2235,973,2248]
headline-hydrophore: ΠΡΟΜΗΘΕΙΑ ΚΑΙ ΕΓΚΑΤΑΣΤΑΣΗ ΥΔΡΟΦΟΡΟΥ ΣΥΓΚΡΟΤΗΜΑΤΟΣ [833,396,1007,420]
article-text: Τερματίζει σήμερα τό μακεδονικό θέατρο τίς παραστάσεις του στή Βέροια μέ τό μονόπρακτο «Ἡ Φωτιά». [426,450,618,479]
headline-peaches: ΣΥΜΠΛΗΡΩΜΑΤΙΚΗ ΠΙΣΤΩΣΗ ΓΙΑ ΤΗΝ ΕΝΙΣΧΥΣΗ ΠΑΡΑΓΩΓΩΝ ΡΟΔΑΚΙΝΩΝ [1433,417,1561,464]
article-text: ΞΑΝΘΗ, 11.— Δημόσια συζήτηση γιά τό θέμα τῆς δημόσιας ὑγείας στό νομό Ξάνθης ἔγινε στήν αἴθουσα τοῦ Δημοτικοῦ Θεάτρου. [30,670,221,698]
ad-line: ΚΩΝΣΤΑΝΤΙΝΟΥΠΟΛΙΣ: 19—24 Ἀπριλίου. [442,1092,602,1101]
doctor-address: Ἐγνατία 83, τηλ. 265-004 [1076,1282,1166,1290]
ad-title: ΠΑΣΧΑ '79 [1064,2150,1180,2174]
banner-inner [637,21,1363,150]
trip-row [627,2176,1020,2194]
ad-title: ΒΟΥΔΑΠΕΣΤΗΣ [453,1207,591,1226]
article-text: Τό ἰνστιτοῦτο βάμβακος καί βιομηχανικῶν φυτῶν Σίνδου προκηρύσσει πρόχειρο μειοδοτικό διαγωνισμό. [824,168,1016,197]
headline-tariff: ΑΡΧΙΖΕΙ Η ΔΙΑΘΕΣΗ ΕΝΗΜΕΡΩΤΙΚΗΣ ΕΚΔΟΣΕΩΣ ΓΙΑ ΤΟ ΤΕΛΩΝΕΙΑΚΟ ΔΑΣΜΟΛΟΓΙΟ [1443,126,1551,185]
ad-phone: Τηλ. 261.875, 260.660 [476,1153,568,1162]
headline-xanthi-health: ΠΡΑΓΜΑΤΟΠΟΙΗΘΗΚΕ ΣΤΗΝ ΞΑΝΘΗ ΔΗΜΟΣΙΑ ΣΥΖΗΤΗΣΗ ΓΙΑ ΤΟ ΘΕΜΑ ΤΗΣ ΔΗΜΟΣΙΑΣ ΥΓΕΙΑΣ ΣΤΟ ΝΟΜΟ ΚΑΙ ΕΠΙΣΗΜΑΝΘΗΚΑΝ ΕΛΛΕΙΨΕΙΣ ΚΑΙ ΕΠΙΤΕΥΓΜΑΤΑ [38,603,409,666]
ad-text: Συναφοῦς μηχανολογικῆς κατευθύνσεως μέ πείρα σέ μηχανήματα ἐμφιαλώσεως. [1223,2002,1554,2011]
factory-name: ΕΡΓΟΣΤΑΣΙΟ ΘΕΣΣΑΛΟΝΙΚΗΣ (ΣΙΝΔΟΣ) [1310,1939,1483,1949]
headline-cotton-sale: ΕΚΠΟΙΗΣΗ ΒΑΜΒΑΚΟΣ [1057,153,1181,164]
easter-79-ad [1023,2142,1222,2313]
doctor-specialty: Δερματολόγος - Ἀφροδισιολόγος [1063,1273,1179,1281]
trip-destination: ΒΟΥΛΓΑΡΙΑ - ΡΟΥΜΑΝΙΑ [655,2158,870,2176]
headline-grove: ΕΓΚΑΙΝΙΑΣΤΗΚΕ ΤΟ ΑΛΣΟΣ ΓΙΑΝΝΙΤΣΩΝ [1423,693,1571,717]
agency-address: ΤΣΙΜΙΣΚΗ 34 (3ος ὄροφος) [1063,2243,1181,2253]
signature: Γ. ΓΕΩΡΓΑΚΟΠΟΥΛΟΣ [680,627,763,636]
doctor-address: Ἀριστοτέλους 5 τηλ. 220-270, 628-898 [853,1282,990,1290]
headline-building: ΚΑΤΑΣΚΕΥΗ ΚΟΙΝΟΤΙΚΟΥ ΚΤΙΣΜΑΤΟΣ [1049,495,1189,518]
page-number-label: Σελίδα 10 [33,33,205,75]
doctor-address: Βενιζέλου 48, τηλ. 265-132 [873,1316,969,1324]
headline-cold-storage: ΘΕΜΕΛΙΩΘΗΚΕ ΨΥΚΤΙΚΗ ΜΟΝΑΔΑ ΣΤΗΝ ΑΛΕΞΑΝΔΡΟΥΠΟΛΗ [442,668,602,710]
doctors-listing [824,1261,1218,1482]
two-col-block [30,153,418,592]
ad-contact: Πληροφορίες αὐτοπροσώπως ἤ στό τηλ. 798-647 [1375,2115,1571,2125]
article-text: ΑΘΗΝΑ, 11.— Ἡ Ἀγροτική Τράπεζα θά χορηγήσει δάνεια στούς παραγωγούς κρεμμυδιῶν καί σκόρδων γιά τήν καλλιέργεια. [1423,373,1571,411]
offer-item: - Προσωπική ἐξέλιξις [1223,2088,1318,2099]
offer-item: - Μισθός ἀναλόγως προσόντων [1223,2068,1362,2079]
offer-item: - Ἑβδομάδα 5 ἡμερῶν [1223,2078,1320,2089]
headline-onion-loans: ΧΟΡΗΓΗΣΗ ΔΑΝΕΙΩΝ ΣΤΟΥΣ ΠΑΡΑΓΩΓΟΥΣ ΚΡΕΜΜΥΔΙΩΝ ΚΑΙ ΣΚΟΡΔΩΝ [1439,323,1555,370]
article-text: Γιά τήν ἀνάθεση τοῦ ἔργου «Κατασκευή πεζοδρομίου ὁδοῦ Κομνηνῶν» προϋπολογισμοῦ 800.000 δρχ. Ὁ διαγωνισμός θά γίνει τήν 2α Μαΐου 1979 στό δημαρχεῖο. Στό διαγωνισμό γίνονται δεκτοί ἐργολήπτες μέ πτυχίο Α' τάξεως καί ἄνω. Τά τεύχη δημοπρατήσεως διατίθενται ἀπό τήν τεχνική ὑπηρεσία τοῦ δήμου. [824,325,1016,391]
headline-pounds: ΕΙΣ ΝΟΣΟΚΟΜΕΙΑ ΒΡΗΚΑΝ 300 ΛΙΡΕΣ ΚΑΙ ΤΙΣ ΠΑΡΕΔΩΣΑΝ [1423,241,1571,276]
doctor-specialty: Ὀφθαλμίατρος - Χειρούργος [1071,1306,1171,1314]
article-text: Ποσότητα 500 κυβικῶν μέτρων, γιά τή συντήρηση τῶν κοινοτικῶν δρόμων. Ὁ διαγωνισμός θά γίνει τήν 30ή Ἀπριλίου 1979 στό κοινοτικό κατάστημα. Ἐγγύηση 5%. [824,540,1016,578]
